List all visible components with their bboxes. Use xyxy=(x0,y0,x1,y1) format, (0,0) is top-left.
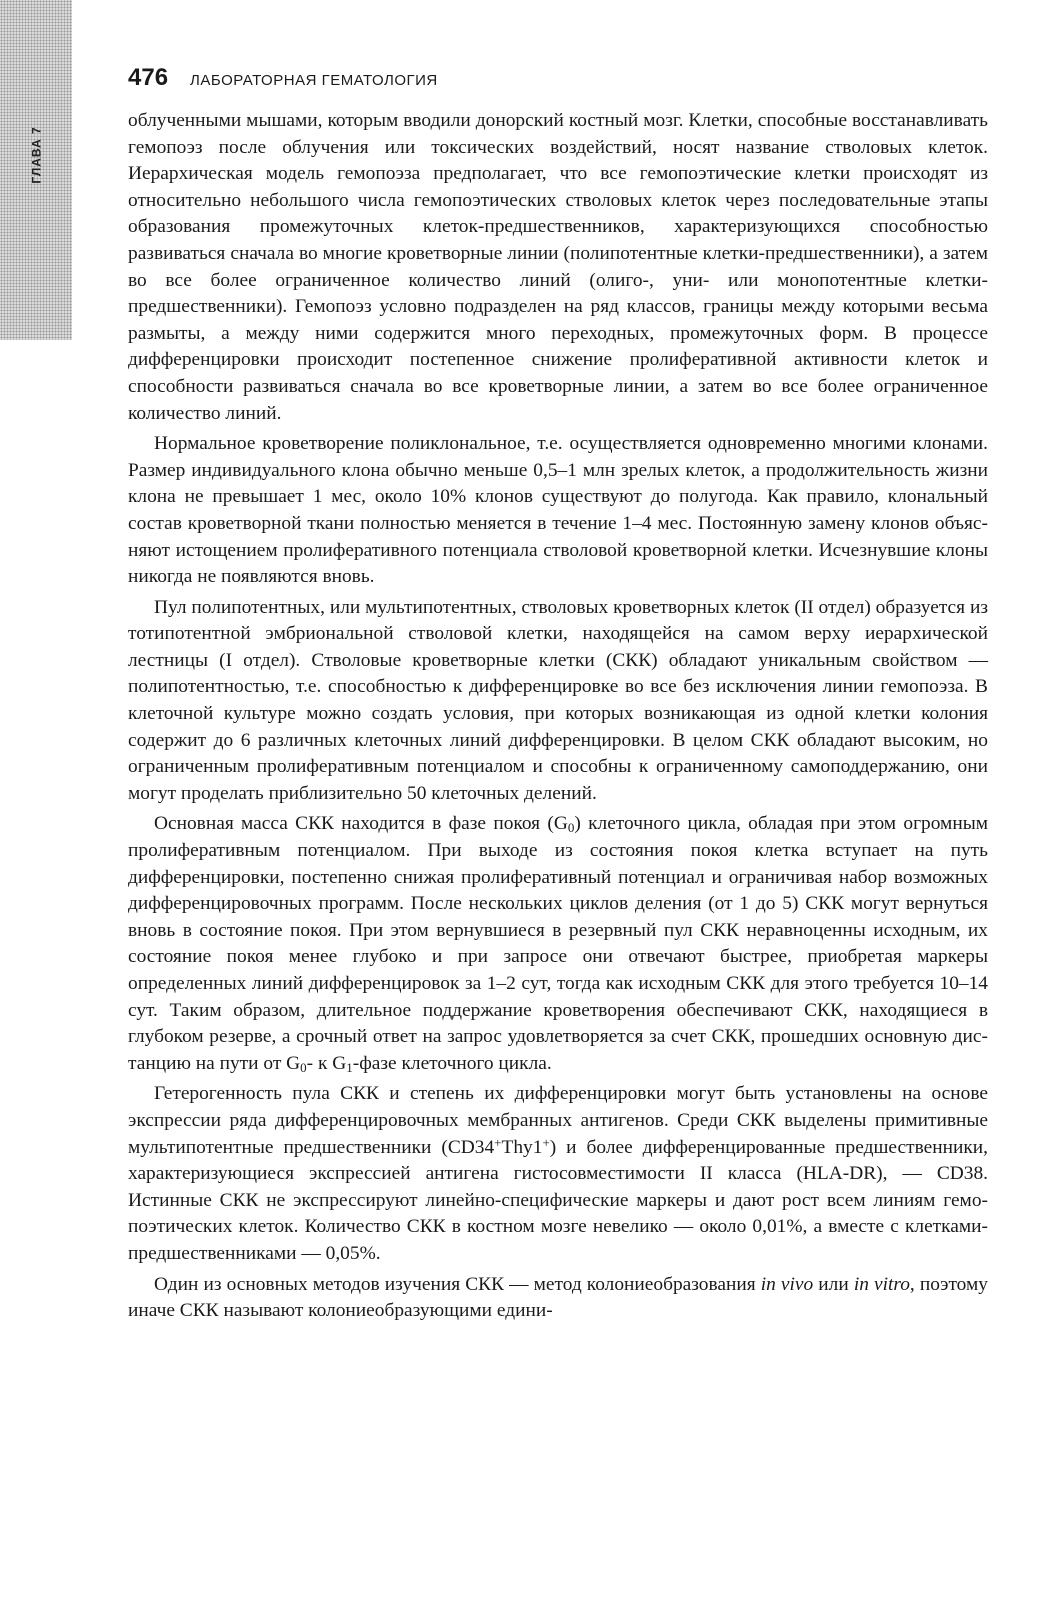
p5-text-a: Гетерогенность пула СКК и степень их дифференцировки могут быть установлены на основе экспрессии ряда дифференцировочных мембранных антигенов. Среди СКК выделены примитивные мультипотентные предшественники (CD34 xyxy=(128,1083,988,1158)
p5-text-c: ) и более дифференцированные предшественники, характеризующиеся экспрессией антигена гистосовместимости II класса (HLA-DR), — CD38. Истинные СКК не экспрессируют линейно-специфические маркеры и дают рост всем линиям гемопоэтических клеток. Количество СКК в костном мозге невелико — около 0,01%, а вместе с клетками-предшественниками — 0,05%. xyxy=(128,1136,988,1264)
chapter-label-text: ГЛАВА 7 xyxy=(30,126,44,184)
p4-text-c: - к G xyxy=(306,1052,347,1074)
p4-text-d: -фазе клеточного цикла. xyxy=(352,1052,552,1074)
p6-text-c: , поэтому иначе СКК называют колониеобразующими едини- xyxy=(128,1273,988,1322)
running-title: ЛАБОРАТОРНАЯ ГЕМАТОЛОГИЯ xyxy=(190,72,438,89)
p6-text-a: Один из основных методов изучения СКК — метод колониеобразования xyxy=(154,1273,761,1295)
paragraph-1: облученными мышами, которым вводили донорский костный мозг. Клетки, способные восстанавливать гемопоэз после облучения или токсических воздействий, носят название стволовых клеток. Иерархическая модель гемопоэза предполагает, что все гемопоэтические клетки происходят из относительно небольшого числа гемопоэтических стволовых клеток через последовательные этапы образования промежуточных клеток-предшественников, характеризующихся способностью развиваться сначала во многие кроветворные линии (полипотентные клетки-предшественники), а затем во все более ограниченное количество линий (олиго-, уни- или монопотентные клетки-предшественники). Гемопоэз условно подразделен на ряд классов, границы между которыми весьма размыты, а между ними содержится много переходных, промежуточных форм. В процессе дифференцировки происходит постепенное снижение пролиферативной активности клеток и способности развиваться сначала во все кроветворные линии, а затем во все более ограниченное количество линий. xyxy=(128,110,988,424)
p4-subscript-1: 0 xyxy=(567,820,575,836)
p5-text-b: Thy1 xyxy=(501,1136,543,1158)
page-number: 476 xyxy=(128,64,169,91)
body-text xyxy=(128,108,988,1325)
p6-text-b: или xyxy=(813,1273,854,1295)
p6-italic-in-vitro: in vitro xyxy=(853,1273,910,1295)
paragraph-2: Нормальное кроветворение поликлональное, т.е. осуществляется одновременно многими клонами. Размер индивидуального клона обычно меньше 0,5–1 млн зрелых клеток, а продолжительность жизни клона не превышает 1 мес, около 10% клонов существуют до полугода. Как правило, клональный состав кроветворной ткани полностью меняется в течение 1–4 мес. Постоянную замену клонов объясняют истощением пролиферативного потенциала стволовой кроветворной клетки. Исчезнувшие клоны никогда не появляются вновь. xyxy=(128,433,988,588)
paragraph-5 xyxy=(128,1081,988,1267)
p4-text-b: ) клеточного цикла, обладая при этом огромным пролиферативным потенциалом. При выходе из состояния покоя клетка вступает на путь дифференцировки, постепенно снижая пролиферативный потенциал и ограничивая набор возможных дифференцировочных программ. После нескольких циклов деления (от 1 до 5) СКК могут вернуться вновь в состояние покоя. При этом вернувшиеся в резервный пул СКК неравноценны исходным, их состояние покоя менее глубоко и при запросе они отвечают быстрее, приобретая маркеры определенных линий дифференцировок за 1–2 сут, тогда как исходным СКК для этого требуется 10–14 сут. Таким образом, длительное поддержание кроветворения обеспечивают СКК, находящиеся в глубоком резерве, а срочный ответ на запрос удовлетворяется за счет СКК, прошедших основную дистанцию на пути от G xyxy=(128,813,988,1074)
p6-italic-in-vivo: in vivo xyxy=(760,1273,814,1295)
p5-superscript-2: + xyxy=(542,1134,550,1150)
paragraph-6 xyxy=(128,1272,988,1325)
p4-subscript-2: 0 xyxy=(300,1059,307,1075)
paragraph-3: Пул полипотентных, или мультипотентных, стволовых кроветворных клеток (II отдел) образуется из тотипотентной эмбриональной стволовой клетки, находящейся на самом верху иерархической лестницы (I отдел). Стволовые кроветворные клетки (СКК) обладают уникальным свойством — полипотентностью, т.е. способностью к дифференцировке во все без исключения линии гемопоэза. В клеточной культуре можно создать условия, при которых возникающая из одной клетки колония содержит до 6 различных клеточных линий дифференцировки. В целом СКК обладают высоким, но ограниченным пролиферативным потенциалом и способны к ограниченному самоподдержанию, они могут проделать приблизительно 50 клеточных делений. xyxy=(128,596,988,804)
p4-subscript-3: 1 xyxy=(346,1059,353,1075)
p4-text-a: Основная масса СКК находится в фазе покоя (G xyxy=(154,813,568,835)
p5-superscript-1: + xyxy=(494,1134,502,1150)
chapter-label xyxy=(22,110,52,200)
page-header xyxy=(128,64,988,100)
paragraph-4 xyxy=(128,811,988,1077)
